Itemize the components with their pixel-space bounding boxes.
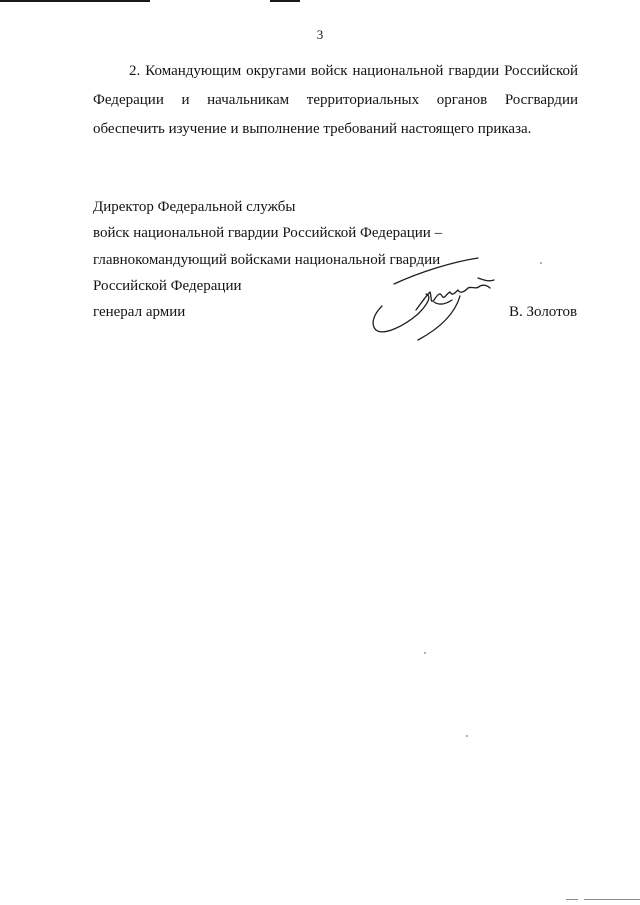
page-number: 3 bbox=[316, 27, 324, 42]
signatory-title-line-4: Российской Федерации bbox=[93, 278, 242, 294]
signatory-name: В. Золотов bbox=[509, 304, 578, 320]
scan-edge-gap bbox=[150, 0, 270, 2]
scan-speck bbox=[424, 652, 426, 654]
scan-edge-bottom bbox=[566, 899, 578, 900]
order-paragraph: 2. Командующим округами войск национальной гвардии Российской Федерации и начальникам территориальных органов Росгвардии обеспечить изучение и выполнение требований настоящего приказа. bbox=[93, 63, 578, 137]
handwritten-signature bbox=[360, 250, 500, 342]
scan-edge-bottom bbox=[584, 899, 640, 900]
signatory-title-line-1: Директор Федеральной службы bbox=[93, 199, 296, 215]
signatory-title-line-2: войск национальной гвардии Российской Федерации – bbox=[93, 225, 443, 241]
scan-speck bbox=[466, 735, 468, 737]
signatory-rank: генерал армии bbox=[93, 304, 186, 320]
signatory-title-line-3: главнокомандующий войсками национальной гвардии bbox=[93, 252, 441, 268]
scan-edge-gap bbox=[300, 0, 640, 2]
scan-speck bbox=[540, 262, 542, 264]
